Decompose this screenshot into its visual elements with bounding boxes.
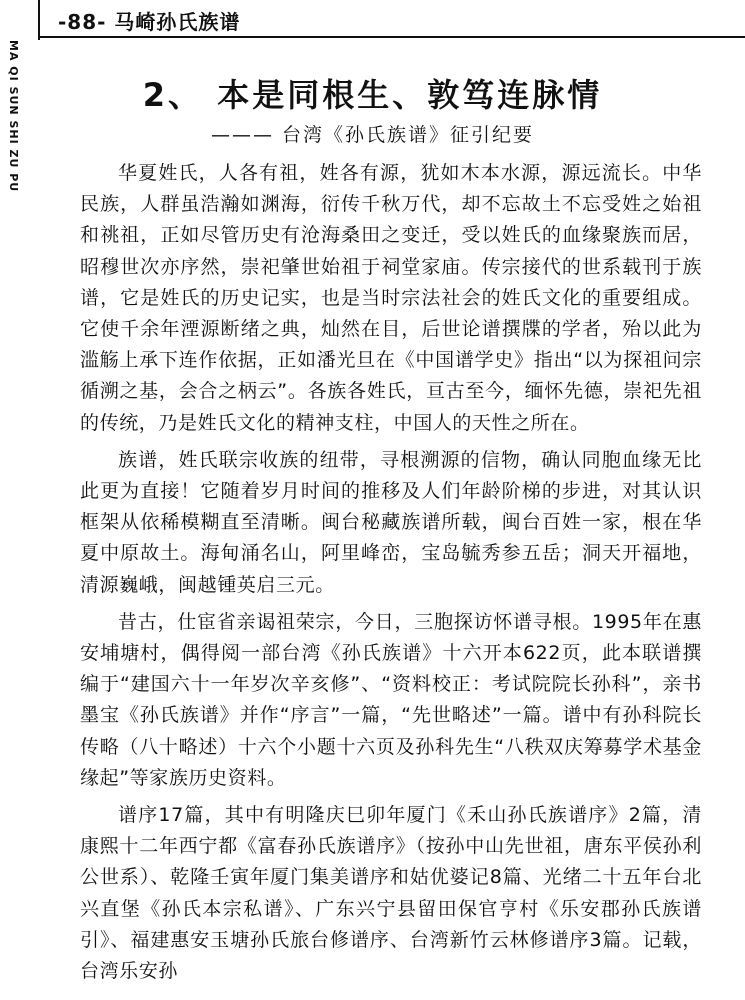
page-header (38, 0, 745, 38)
paragraph-4: 谱序17篇，其中有明隆庆巳卯年厦门《禾山孙氏族谱序》2篇，清康熙十二年西宁都《富春孙氏族谱序》（按孙中山先世祖，唐东平侯孙利公世系）、乾隆壬寅年厦门集美谱序和姑优婆记8篇、光绪二十五年台北兴直堡《孙氏本宗私谱》、广东兴宁县留田保官亨村《乐安郡孙氏族谱引》、福建惠安玉塘孙氏旅台修谱序、台湾新竹云林修谱序3篇。记载，台湾乐安孙 (80, 804, 702, 983)
header-vertical-rule (38, 0, 40, 40)
article-title: 2、 本是同根生、敦笃连脉情 (142, 76, 603, 114)
paragraph-1: 华夏姓氏，人各有祖，姓各有源，犹如木本水源，源远流长。中华民族，人群虽浩瀚如渊海，衍传千秋万代，却不忘故土不忘受姓之始祖和祧祖，正如尽管历史有沧海桑田之变迁，受以姓氏的血缘聚族而居，昭穆世次亦序然，崇祀肇世始祖于祠堂家庙。传宗接代的世系载刊于族谱，它是姓氏的历史记实，也是当时宗法社会的姓氏文化的重要组成。它使千余年湮源断绪之典，灿然在目，后世论谱撰牒的学者，殆以此为滥觞上承下连作依据，正如潘光旦在《中国谱学史》指出“以为探祖问宗循溯之基，会合之柄云”。各族各姓氏，亘古至今，缅怀先德，崇祀先祖的传统，乃是姓氏文化的精神支柱，中国人的天性之所在。 (80, 162, 702, 434)
paragraph-3: 昔古，仕宦省亲谒祖荣宗，今日，三胞探访怀谱寻根。1995年在惠安埔塘村，偶得阅一部台湾《孙氏族谱》十六开本622页，此本联谱撰编于“建国六十一年岁次辛亥修”、“资料校正：考试院院长孙科”，亲书墨宝《孙氏族谱》并作“序言”一篇，“先世略述”一篇。谱中有孙科院长传略（八十略述）十六个小题十六页及孙科先生“八秩双庆筹募学术基金缘起”等家族历史资料。 (80, 610, 702, 789)
article-subtitle: ——— 台湾《孙氏族谱》征引纪要 (210, 124, 535, 146)
side-running-title: MA QI SUN SHI ZU PU (7, 40, 20, 193)
page-number-label: -88- 马崎孙氏族谱 (58, 10, 241, 34)
paragraph-2: 族谱，姓氏联宗收族的纽带，寻根溯源的信物，确认同胞血缘无比此更为直接！它随着岁月时间的推移及人们年龄阶梯的步进，对其认识框架从依稀模糊直至清晰。闽台秘藏族谱所载，闽台百姓一家，根在华夏中原故土。海甸涌名山，阿里峰峦，宝岛毓秀参五岳；洞天开福地，清源巍峨，闽越锺英启三元。 (80, 448, 702, 596)
article-body (80, 158, 702, 993)
